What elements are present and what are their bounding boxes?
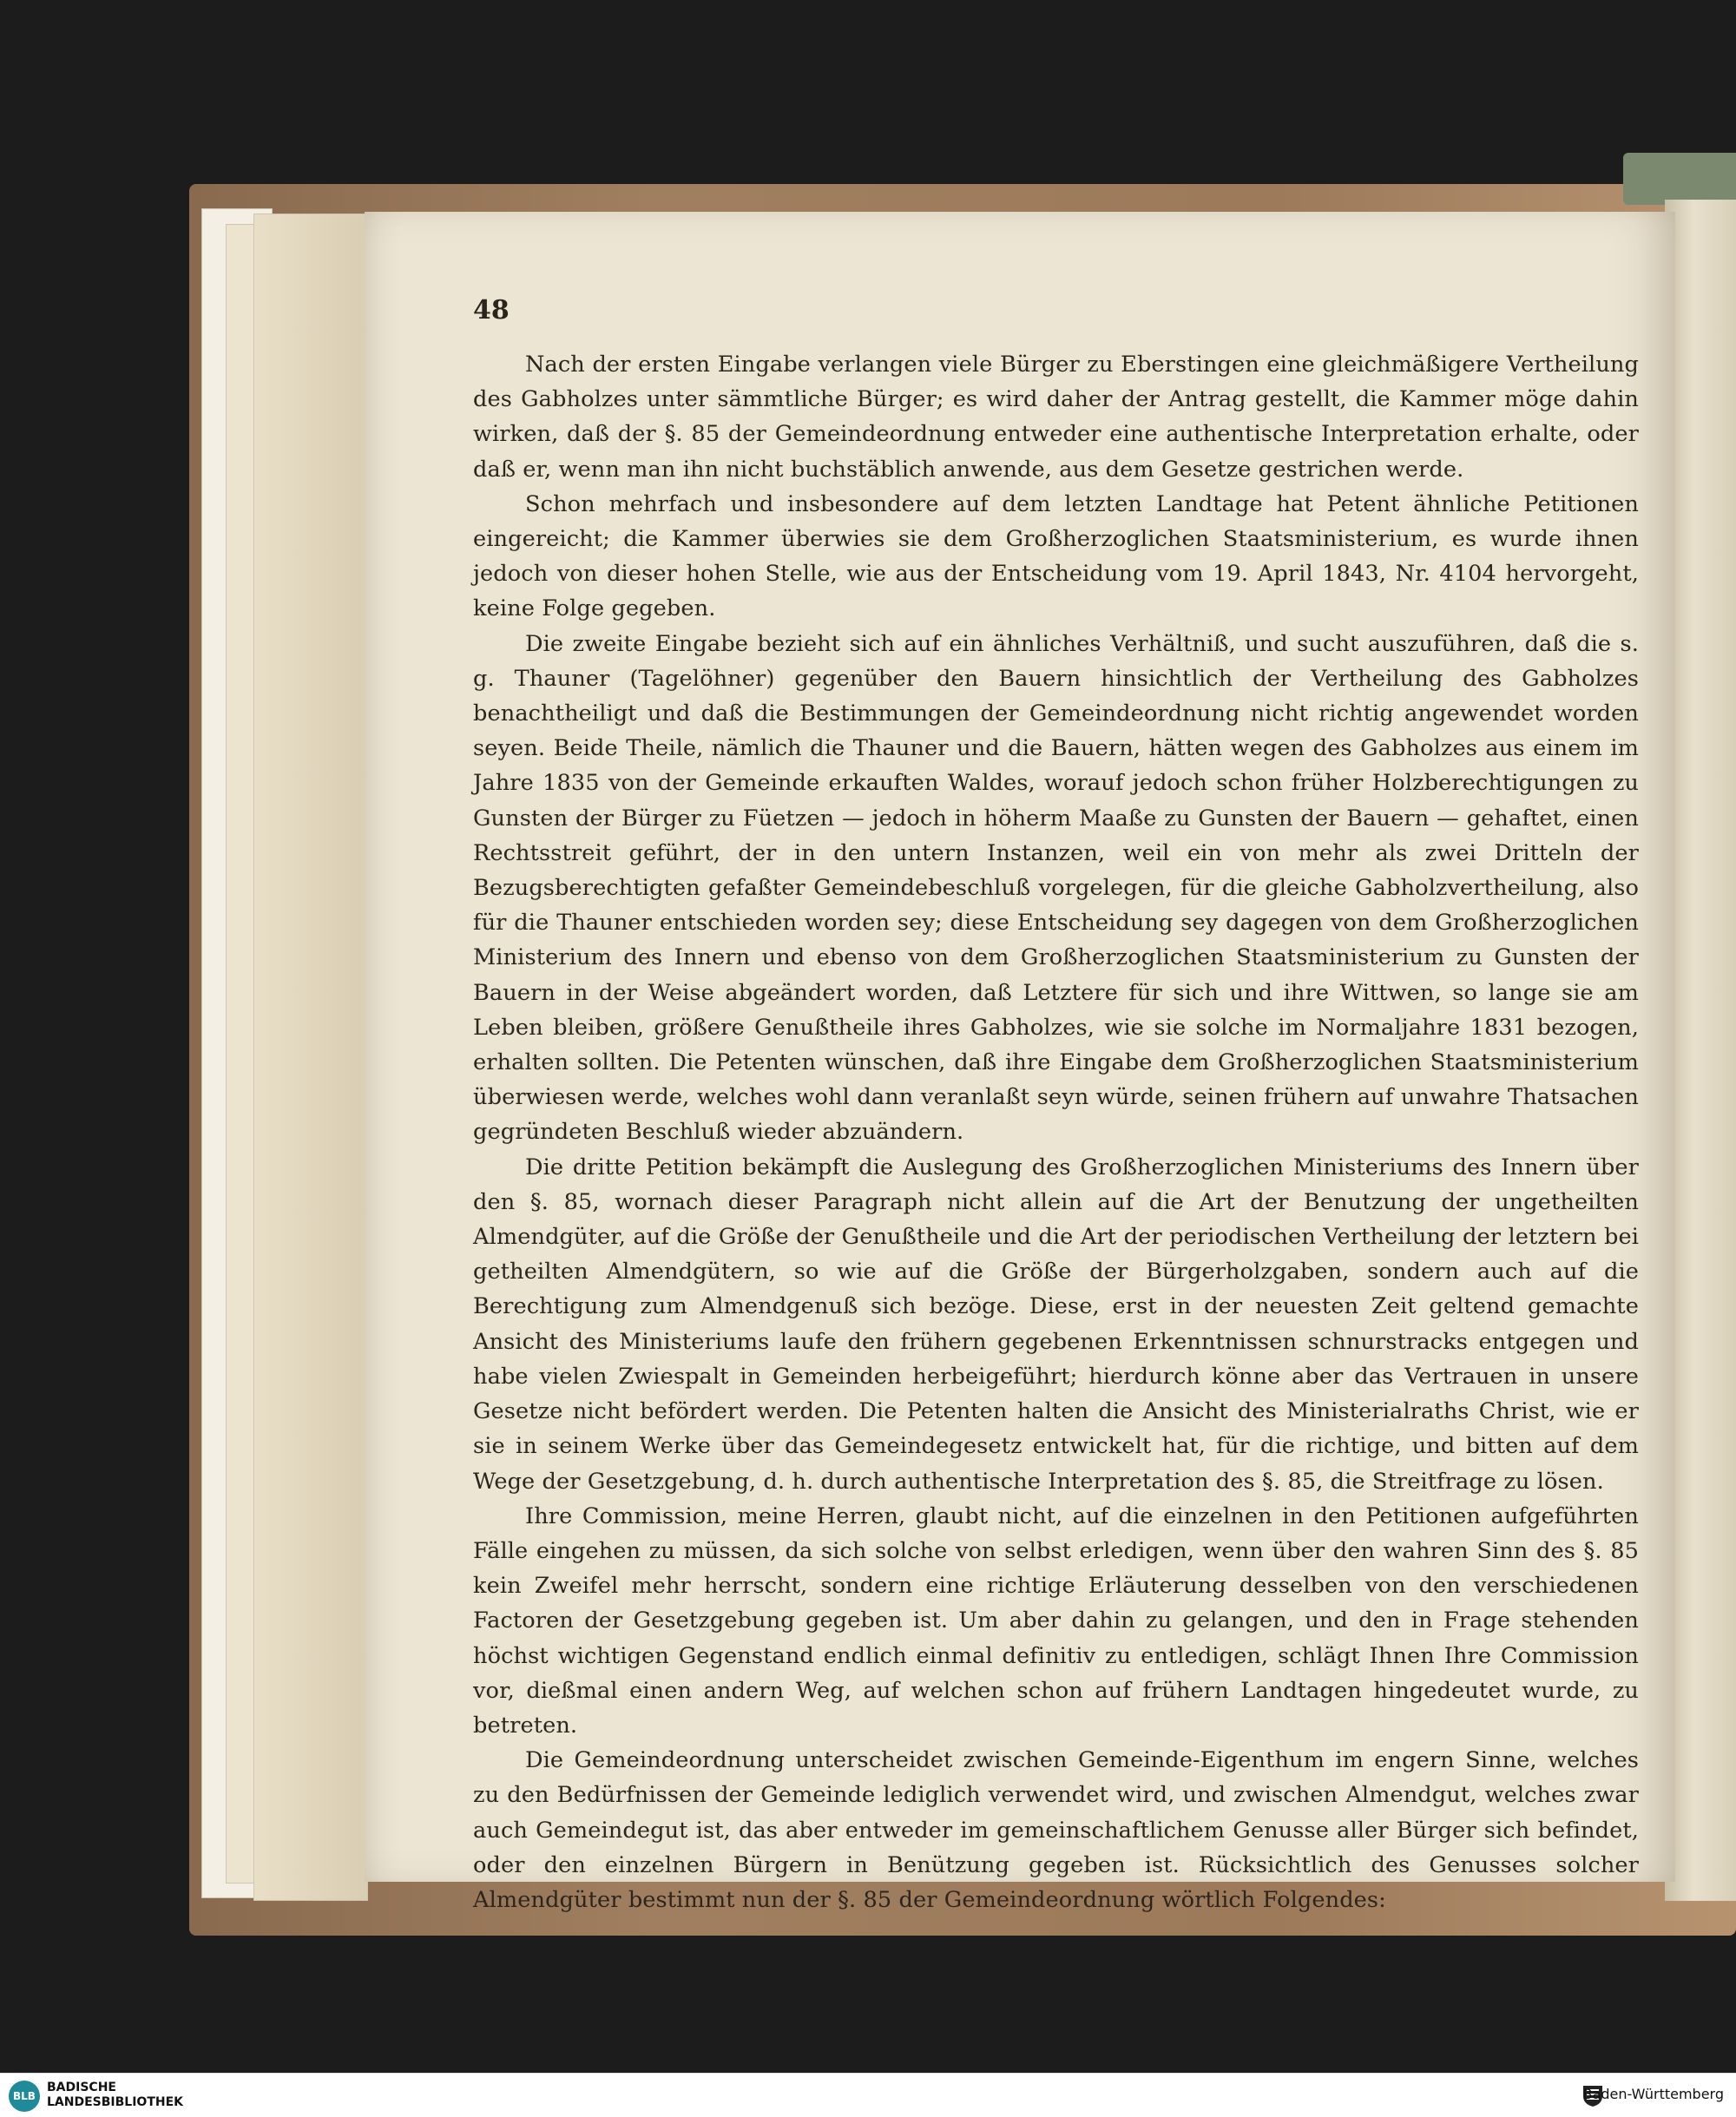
blb-name-line1: BADISCHE: [47, 2081, 116, 2094]
footer-bar: [0, 2073, 1736, 2117]
paragraph-6: Die Gemeindeordnung unterscheidet zwischen Gemeinde-Eigenthum im engern Sinne, welches zu den Bedürfnissen der Gemeinde lediglich verwendet wird, und zwischen Almendgut, welches zwar auch Gemeindegut ist, das aber entweder im gemeinschaftlichem Genusse aller Bürger sich befindet, oder den einzelnen Bürgern in Benützung gegeben ist. Rücksichtlich des Genusses solcher Almendgüter bestimmt nun der §. 85 der Gemeindeordnung wörtlich Folgendes:: [473, 1747, 1639, 1913]
paragraph-5: Ihre Commission, meine Herren, glaubt nicht, auf die einzelnen in den Petitionen aufgeführten Fälle eingehen zu müssen, da sich solche von selbst erledigen, wenn über den wahren Sinn des §. 85 kein Zweifel mehr herrscht, sondern eine richtige Erläuterung desselben von den verschiedenen Factoren der Gesetzgebung gegeben ist. Um aber dahin zu gelangen, und den in Frage stehenden höchst wichtigen Gegenstand endlich einmal definitiv zu entledigen, schlägt Ihnen Ihre Commission vor, dießmal einen andern Weg, auf welchen schon auf frühern Landtagen hingedeutet wurde, zu betreten.: [473, 1502, 1639, 1739]
book-gutter: [1665, 200, 1736, 1901]
page-edges-front: [253, 214, 368, 1901]
blb-name-line2: LANDESBIBLIOTHEK: [47, 2095, 184, 2109]
blb-logo-icon[interactable]: BLB: [9, 2081, 40, 2112]
blb-name[interactable]: [47, 2081, 183, 2110]
baden-wuerttemberg-name[interactable]: Baden-Württemberg: [1582, 2086, 1724, 2102]
paragraph-3: Die zweite Eingabe bezieht sich auf ein ähnliches Verhältniß, und sucht auszuführen, daß die s. g. Thauner (Tagelöhner) gegenüber den Bauern hinsichtlich der Vertheilung des Gabholzes benachtheiligt und daß die Bestimmungen der Gemeindeordnung nicht richtig angewendet worden seyen. Beide Theile, nämlich die Thauner und die Bauern, hätten wegen des Gabholzes aus einem im Jahre 1835 von der Gemeinde erkauften Waldes, worauf jedoch schon früher Holzberechtigungen zu Gunsten der Bürger zu Füetzen — jedoch in höherm Maaße zu Gunsten der Bauern — gehaftet, einen Rechtsstreit geführt, der in den untern Instanzen, weil ein von mehr als zwei Dritteln der Bezugsberechtigten gefaßter Gemeindebeschluß vorgelegen, für die gleiche Gabholzvertheilung, also für die Thauner entschieden worden sey; diese Entscheidung sey dagegen von dem Großherzoglichen Ministerium des Innern und ebenso von dem Großherzoglichen Staatsministerium zu Gunsten der Bauern in der Weise abgeändert worden, daß Letztere für sich und ihre Wittwen, so lange sie am Leben bleiben, größere Genußtheile ihres Gabholzes, wie sie solche im Normaljahre 1831 bezogen, erhalten sollten. Die Petenten wünschen, daß ihre Eingabe dem Großherzoglichen Staatsministerium überwiesen werde, welches wohl dann veranlaßt seyn würde, seinen frühern auf unwahre Thatsachen gegründeten Beschluß wieder abzuändern.: [473, 630, 1639, 1146]
paragraph-4: Die dritte Petition bekämpft die Auslegung des Großherzoglichen Ministeriums des Innern über den §. 85, wornach dieser Paragraph nicht allein auf die Art der Benutzung der ungetheilten Almendgüter, auf die Größe der Genußtheile und die Art der periodischen Vertheilung der letztern bei getheilten Almendgütern, so wie auf die Größe der Bürgerholzgaben, sondern auch auf die Berechtigung zum Almendgenuß sich bezöge. Diese, erst in der neuesten Zeit geltend gemachte Ansicht des Ministeriums laufe den frühern gegebenen Erkenntnissen schnurstracks entgegen und habe vielen Zwiespalt in Gemeinden herbeigeführt; hierdurch könne aber das Vertrauen in unsere Gesetze nicht befördert werden. Die Petenten halten die Ansicht des Ministerialraths Christ, wie er sie in seinem Werke über das Gemeindegesetz entwickelt hat, für die richtige, und bitten auf dem Wege der Gesetzgebung, d. h. durch authentische Interpretation des §. 85, die Streitfrage zu lösen.: [473, 1154, 1639, 1495]
paragraph-2: Schon mehrfach und insbesondere auf dem letzten Landtage hat Petent ähnliche Petitionen eingereicht; die Kammer überwies sie dem Großherzoglichen Staatsministerium, es wurde ihnen jedoch von dieser hohen Stelle, wie aus der Entscheidung vom 19. April 1843, Nr. 4104 hervorgeht, keine Folge gegeben.: [473, 490, 1639, 622]
page-number: 48: [473, 295, 510, 325]
page-text: [473, 347, 1639, 1917]
book-cover-corner: [1623, 153, 1736, 205]
paragraph-1: Nach der ersten Eingabe verlangen viele Bürger zu Eberstingen eine gleichmäßigere Vertheilung des Gabholzes unter sämmtliche Bürger; es wird daher der Antrag gestellt, die Kammer möge dahin wirken, daß der §. 85 der Gemeindeordnung entweder eine authentische Interpretation erhalte, oder daß er, wenn man ihn nicht buchstäblich anwende, aus dem Gesetze gestrichen werde.: [473, 352, 1639, 483]
